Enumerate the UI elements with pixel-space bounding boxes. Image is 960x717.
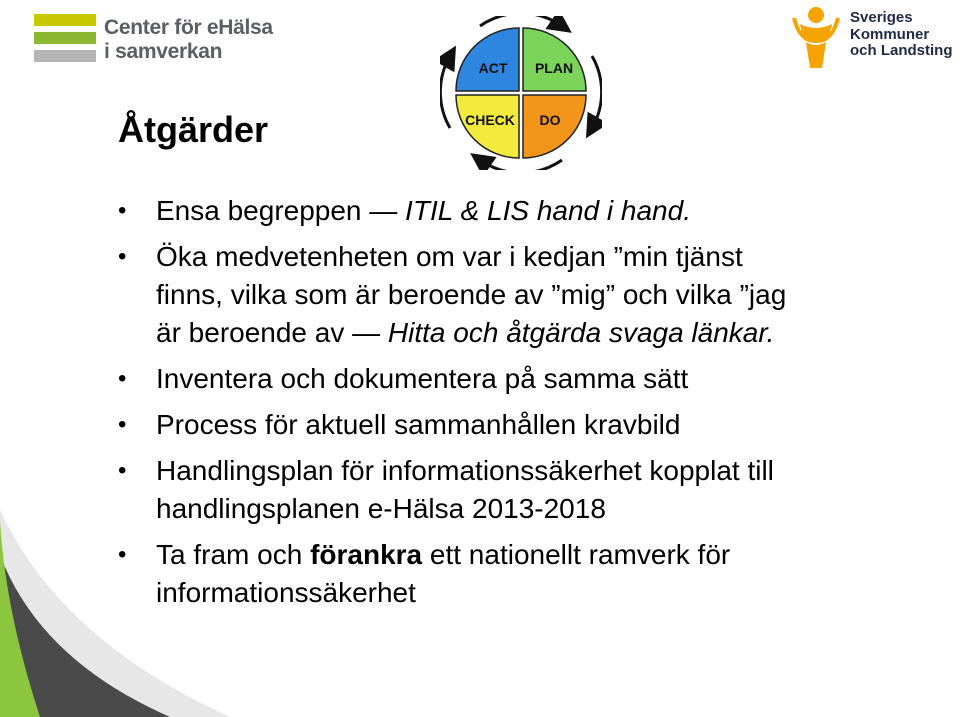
bullet-item: • Process för aktuell sammanhållen kravbild [118, 406, 938, 444]
bullet-item: • Öka medvetenheten om var i kedjan ”min tjänst finns, vilka som är beroende av ”mig” och vilka ”jag är beroende av — Hitta och åtgärda svaga länkar. [118, 238, 938, 352]
do-label: DO [539, 112, 561, 128]
plan-label: PLAN [534, 60, 574, 76]
skl-figure-icon [792, 2, 844, 70]
bullet-list [118, 192, 938, 620]
bullet-item: • Inventera och dokumentera på samma sätt [118, 360, 938, 398]
act-label: ACT [478, 60, 508, 76]
bullet-item: • Handlingsplan för informationssäkerhet kopplat till handlingsplanen e-Hälsa 2013-2018 [118, 452, 938, 528]
pdca-cycle-diagram [440, 16, 602, 170]
skl-logo [792, 2, 960, 70]
bullet-item: • Ensa begreppen — ITIL & LIS hand i hand. [118, 192, 938, 230]
logo-text: Center för eHälsa i samverkan [104, 16, 273, 63]
bullet-item: • Ta fram och förankra ett nationellt ramverk för informationssäkerhet [118, 536, 938, 612]
logo-bars [34, 14, 96, 66]
skl-logo-text: Sveriges Kommuner och Landsting [850, 9, 953, 59]
slide-title: Åtgärder [118, 109, 269, 150]
check-label: CHECK [465, 112, 515, 128]
